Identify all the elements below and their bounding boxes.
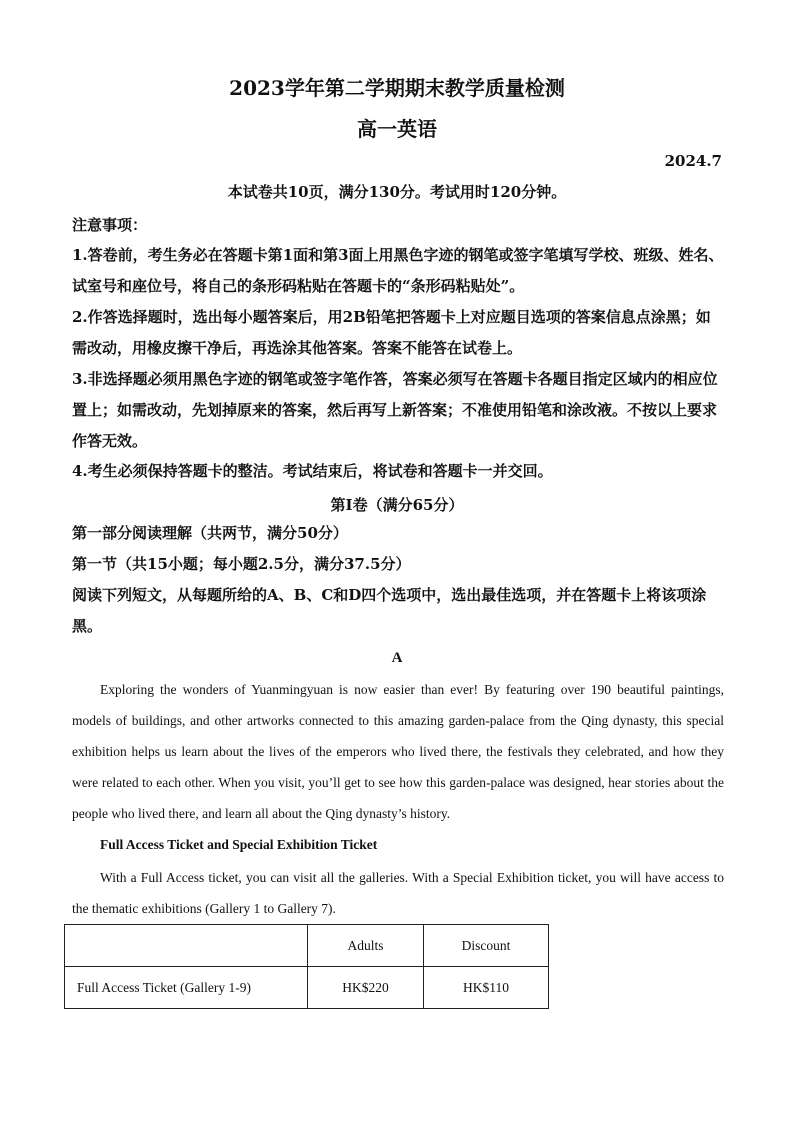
- table-cell: HK$110: [424, 967, 549, 1009]
- table-cell: HK$220: [308, 967, 424, 1009]
- part-heading: 第一部分阅读理解（共两节，满分50分）: [72, 524, 348, 542]
- table-cell: Full Access Ticket (Gallery 1-9): [65, 967, 308, 1009]
- reading-instructions: 阅读下列短文，从每题所给的A、B、C和D四个选项中，选出最佳选项，并在答题卡上将该项涂黑。: [72, 586, 707, 635]
- notes-heading: 注意事项：: [72, 216, 148, 234]
- table-header-cell: Adults: [308, 925, 424, 967]
- table-row: [65, 967, 549, 1009]
- ticket-table: [64, 924, 549, 1009]
- note-item-3: 3.非选择题必须用黑色字迹的钢笔或签字笔作答，答案必须写在答题卡各题目指定区域内的相应位置上；如需改动，先划掉原来的答案，然后再写上新答案；不准使用铅笔和涂改液。不按以上要求作答无效。: [72, 370, 718, 450]
- passage-paragraph-1: Exploring the wonders of Yuanmingyuan is now easier than ever! By featuring over 190 beautiful paintings, models of buildings, and other artworks connected to this amazing garden-palace from the Qing dynasty, this special exhibition helps us learn about the lives of the emperors who lived there, the festivals they celebrated, and how they were related to each other. When you visit, you’ll get to see how this garden-palace was designed, hear stories about the people who lived there, and learn all about the Qing dynasty’s history.: [72, 682, 724, 821]
- passage-paragraph-2: With a Full Access ticket, you can visit all the galleries. With a Special Exhibition ticket, you will have access to the thematic exhibitions (Gallery 1 to Gallery 7).: [72, 870, 724, 916]
- table-header-cell: Discount: [424, 925, 549, 967]
- table-header-cell: [65, 925, 308, 967]
- table-header-row: [65, 925, 549, 967]
- subject-title: 高一英语: [357, 117, 437, 141]
- note-item-1: 1.答卷前，考生务必在答题卡第1面和第3面上用黑色字迹的钢笔或签字笔填写学校、班级、姓名、试室号和座位号，将自己的条形码粘贴在答题卡的“条形码粘贴处”。: [72, 246, 724, 295]
- exam-info: 本试卷共10页，满分130分。考试用时120分钟。: [227, 183, 567, 201]
- exam-title: 2023学年第二学期期末教学质量检测: [229, 76, 565, 100]
- note-item-4: 4.考生必须保持答题卡的整洁。考试结束后，将试卷和答题卡一并交回。: [72, 462, 553, 480]
- volume-heading: 第Ⅰ卷（满分65分）: [330, 496, 464, 514]
- ticket-heading: Full Access Ticket and Special Exhibition Ticket: [100, 837, 378, 852]
- note-item-2: 2.作答选择题时，选出每小题答案后，用2B铅笔把答题卡上对应题目选项的答案信息点涂黑；如需改动，用橡皮擦干净后，再选涂其他答案。答案不能答在试卷上。: [72, 308, 711, 357]
- passage-letter: A: [391, 650, 403, 666]
- exam-date: 2024.7: [664, 152, 722, 170]
- section-heading: 第一节（共15小题；每小题2.5分，满分37.5分）: [72, 555, 411, 573]
